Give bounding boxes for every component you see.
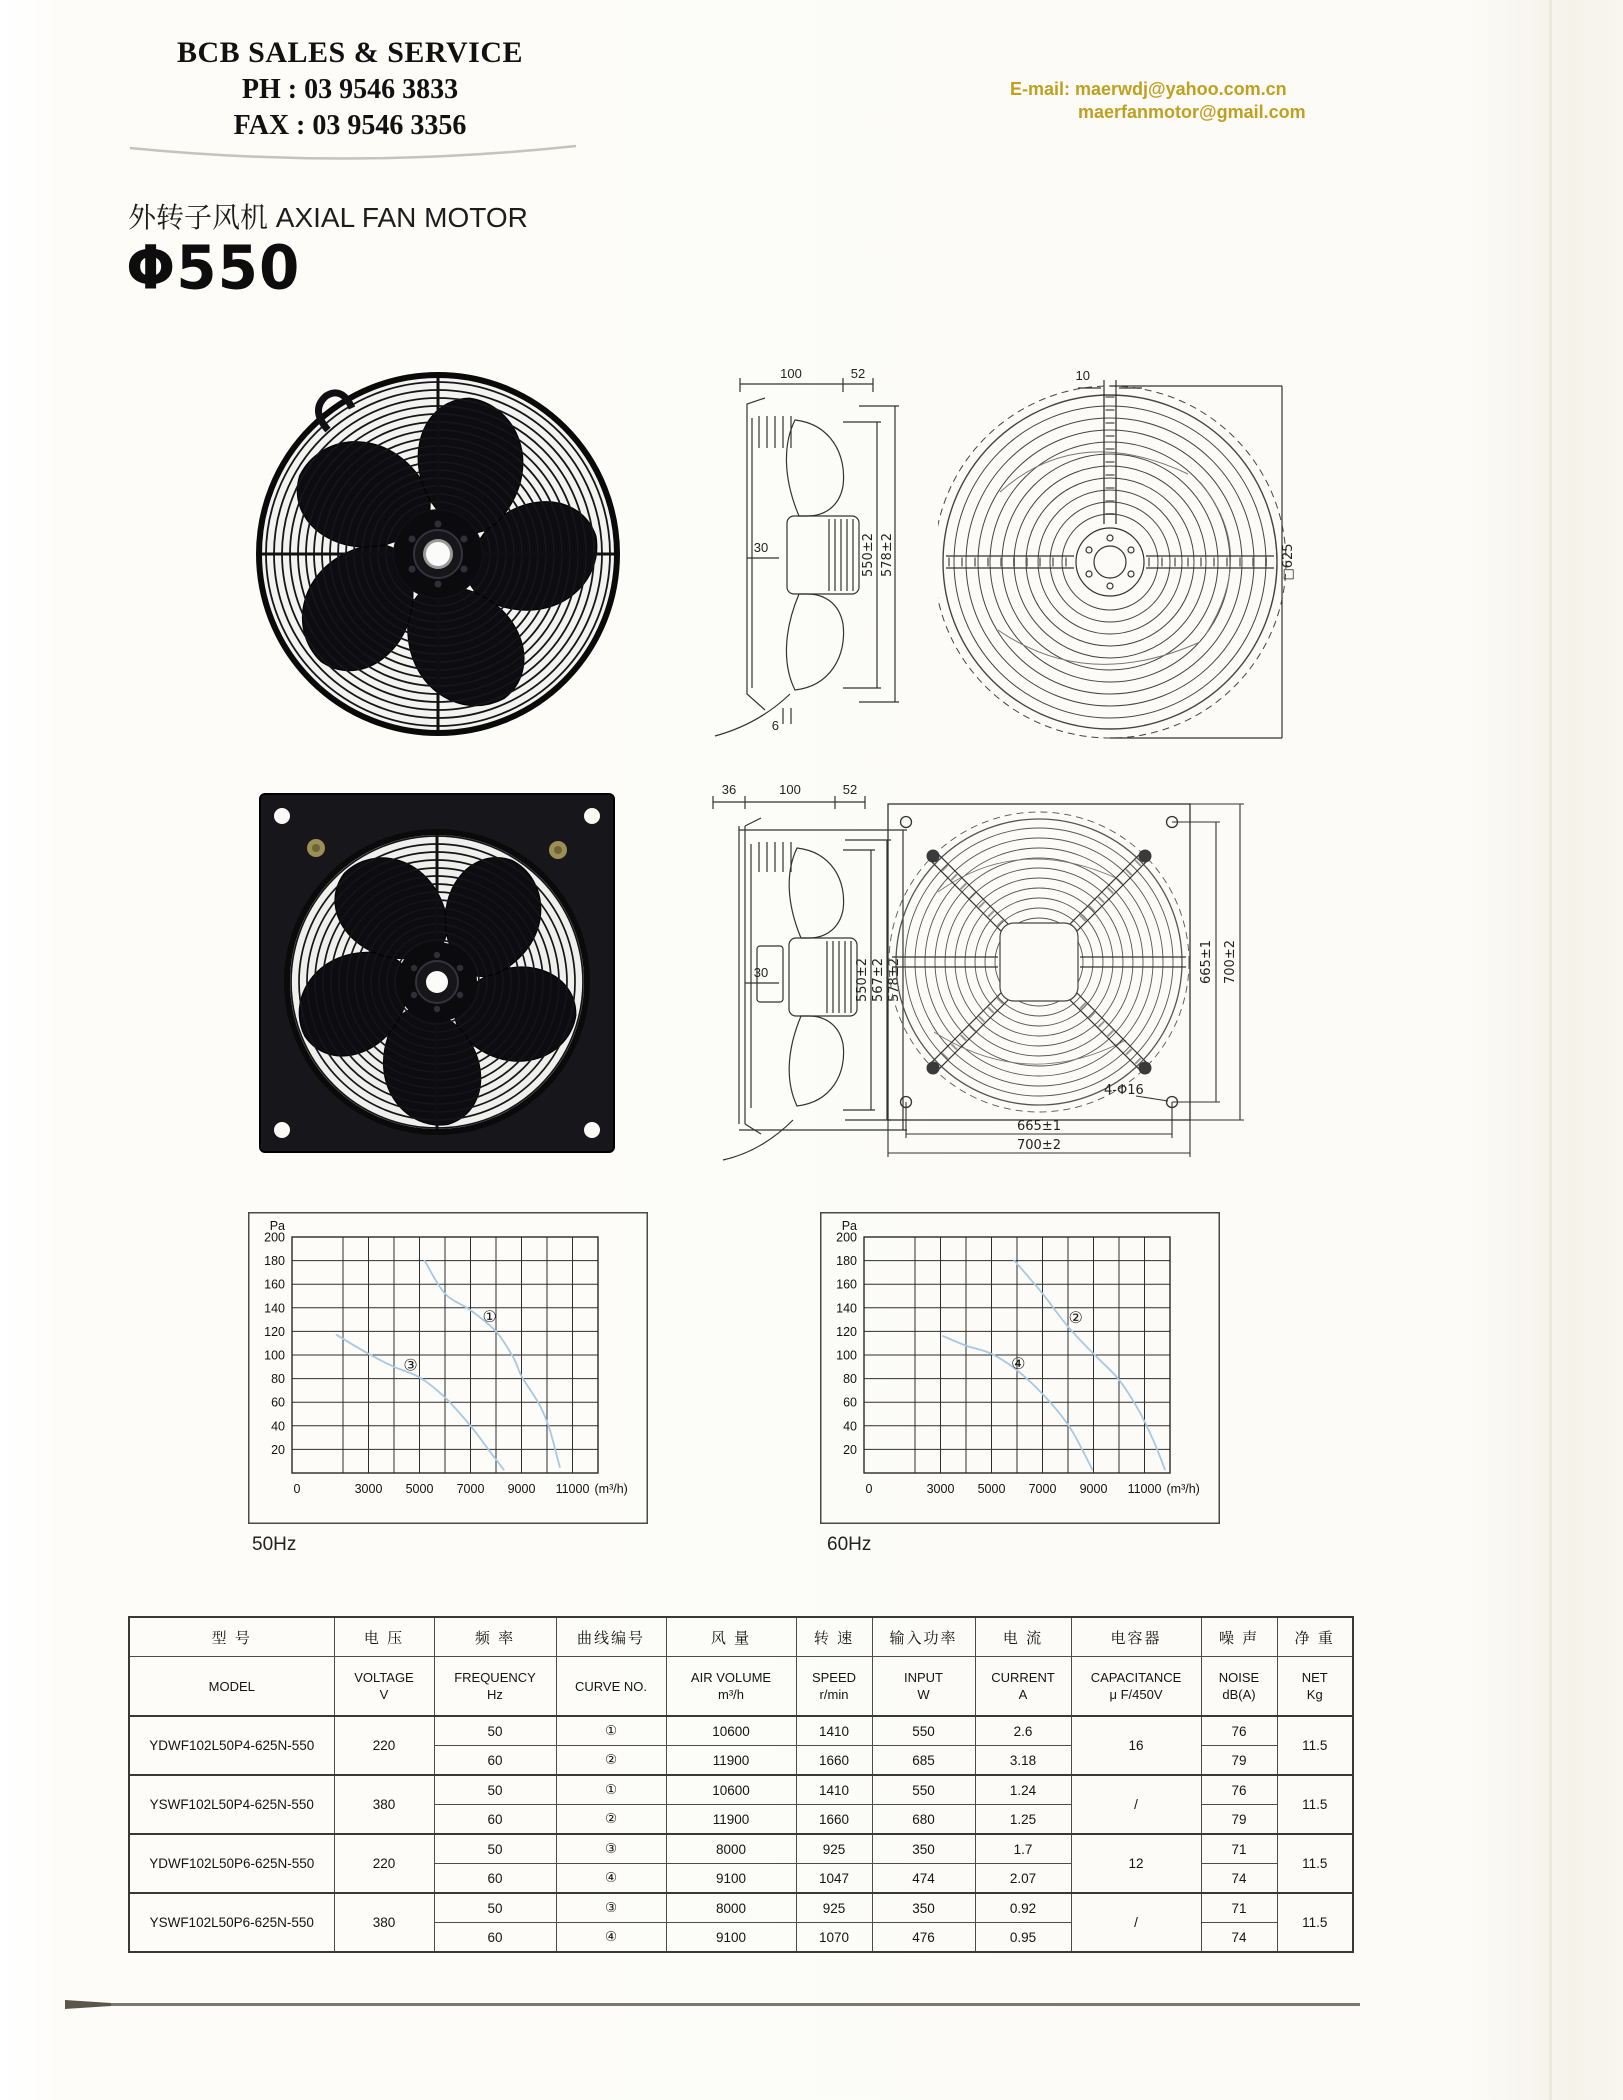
svg-text:Pa: Pa bbox=[841, 1219, 857, 1233]
svg-text:140: 140 bbox=[836, 1301, 857, 1316]
col-header-en: NOISE dB(A) bbox=[1201, 1657, 1277, 1717]
svg-text:100: 100 bbox=[264, 1348, 285, 1363]
svg-text:20: 20 bbox=[271, 1442, 285, 1457]
svg-text:11000: 11000 bbox=[555, 1482, 590, 1496]
table-cell: 685 bbox=[872, 1746, 975, 1776]
email-line-2: maerfanmotor@gmail.com bbox=[1078, 102, 1306, 122]
table-cell: 380 bbox=[334, 1775, 434, 1834]
page-bottom-rule bbox=[65, 2003, 1360, 2006]
table-cell: 74 bbox=[1201, 1864, 1277, 1894]
col-header-en: NET Kg bbox=[1277, 1657, 1353, 1717]
drawing-front-view-plate bbox=[868, 782, 1308, 1172]
table-cell: 1410 bbox=[796, 1775, 872, 1805]
svg-text:40: 40 bbox=[271, 1419, 285, 1434]
svg-text:(m³/h): (m³/h) bbox=[1166, 1482, 1200, 1496]
table-cell: 550 bbox=[872, 1775, 975, 1805]
table-cell: 11.5 bbox=[1277, 1834, 1353, 1893]
svg-text:0: 0 bbox=[293, 1482, 301, 1496]
table-cell: 350 bbox=[872, 1893, 975, 1923]
col-header-en: AIR VOLUME m³/h bbox=[666, 1657, 796, 1717]
table-cell: 50 bbox=[434, 1834, 556, 1864]
table-cell: YSWF102L50P6-625N-550 bbox=[129, 1893, 334, 1952]
table-cell: 1410 bbox=[796, 1716, 872, 1746]
svg-text:200: 200 bbox=[836, 1230, 857, 1245]
table-cell: 0.95 bbox=[975, 1923, 1071, 1953]
table-cell: 76 bbox=[1201, 1775, 1277, 1805]
col-header-en: FREQUENCY Hz bbox=[434, 1657, 556, 1717]
col-header-en: VOLTAGE V bbox=[334, 1657, 434, 1717]
table-cell: 1070 bbox=[796, 1923, 872, 1953]
svg-text:9000: 9000 bbox=[1079, 1482, 1108, 1496]
col-header-en: CAPACITANCE μ F/450V bbox=[1071, 1657, 1201, 1717]
svg-text:②: ② bbox=[1068, 1310, 1083, 1328]
table-cell: 50 bbox=[434, 1716, 556, 1746]
col-header-en: SPEED r/min bbox=[796, 1657, 872, 1717]
table-cell: 1.25 bbox=[975, 1805, 1071, 1835]
table-cell: 10600 bbox=[666, 1775, 796, 1805]
svg-text:80: 80 bbox=[843, 1372, 857, 1387]
table-cell: 60 bbox=[434, 1864, 556, 1894]
table-cell: 8000 bbox=[666, 1834, 796, 1864]
table-cell: ④ bbox=[556, 1923, 666, 1953]
dim-label: 30 bbox=[753, 965, 769, 980]
product-title-en: AXIAL FAN MOTOR bbox=[275, 202, 528, 233]
svg-text:11000: 11000 bbox=[1127, 1482, 1162, 1496]
table-row bbox=[129, 1775, 1353, 1805]
svg-text:40: 40 bbox=[843, 1419, 857, 1434]
table-cell: 71 bbox=[1201, 1893, 1277, 1923]
table-cell: 8000 bbox=[666, 1893, 796, 1923]
chart-frequency-label-50hz: 50Hz bbox=[252, 1534, 297, 1555]
svg-text:160: 160 bbox=[264, 1277, 285, 1292]
dim-label: 550±2 bbox=[855, 958, 870, 1002]
table-cell: 1660 bbox=[796, 1805, 872, 1835]
col-header-cn: 电 压 bbox=[334, 1617, 434, 1657]
table-cell: / bbox=[1071, 1893, 1201, 1952]
table-cell: 60 bbox=[434, 1805, 556, 1835]
table-cell: ③ bbox=[556, 1834, 666, 1864]
svg-text:120: 120 bbox=[836, 1324, 857, 1339]
dim-label: □625 bbox=[1281, 543, 1296, 581]
col-header-cn: 曲线编号 bbox=[556, 1617, 666, 1657]
email-block bbox=[1010, 78, 1306, 124]
table-cell: 380 bbox=[334, 1893, 434, 1952]
table-cell: 11900 bbox=[666, 1746, 796, 1776]
table-cell: / bbox=[1071, 1775, 1201, 1834]
svg-text:④: ④ bbox=[1011, 1356, 1026, 1374]
table-cell: 220 bbox=[334, 1834, 434, 1893]
dim-label: 567±2 bbox=[871, 958, 886, 1002]
dim-label: 10 bbox=[1075, 368, 1090, 383]
dim-label: 100 bbox=[779, 782, 801, 797]
company-phone: PH : 03 9546 3833 bbox=[241, 74, 459, 105]
svg-text:140: 140 bbox=[264, 1301, 285, 1316]
table-cell: ① bbox=[556, 1775, 666, 1805]
table-row bbox=[129, 1834, 1353, 1864]
col-header-cn: 频 率 bbox=[434, 1617, 556, 1657]
table-cell: 79 bbox=[1201, 1746, 1277, 1776]
table-cell: 1660 bbox=[796, 1746, 872, 1776]
col-header-cn: 电容器 bbox=[1071, 1617, 1201, 1657]
dim-label: 6 bbox=[771, 718, 779, 733]
table-cell: 2.6 bbox=[975, 1716, 1071, 1746]
svg-text:120: 120 bbox=[264, 1324, 285, 1339]
col-header-en: CURRENT A bbox=[975, 1657, 1071, 1717]
dim-label: 550±2 bbox=[861, 533, 876, 577]
dim-label: 36 bbox=[721, 782, 737, 797]
dim-label: 578±2 bbox=[880, 533, 895, 577]
svg-text:(m³/h): (m³/h) bbox=[594, 1482, 628, 1496]
table-cell: ④ bbox=[556, 1864, 666, 1894]
dim-label: 665±1 bbox=[1199, 940, 1214, 984]
table-cell: 11900 bbox=[666, 1805, 796, 1835]
svg-text:100: 100 bbox=[836, 1348, 857, 1363]
table-cell: 925 bbox=[796, 1834, 872, 1864]
company-header bbox=[150, 36, 550, 142]
table-cell: 680 bbox=[872, 1805, 975, 1835]
table-cell: 60 bbox=[434, 1923, 556, 1953]
table-cell: 2.07 bbox=[975, 1864, 1071, 1894]
dim-label: 30 bbox=[753, 540, 769, 555]
table-cell: ② bbox=[556, 1746, 666, 1776]
table-cell: 925 bbox=[796, 1893, 872, 1923]
table-cell: YSWF102L50P4-625N-550 bbox=[129, 1775, 334, 1834]
table-cell: 9100 bbox=[666, 1923, 796, 1953]
table-cell: 50 bbox=[434, 1893, 556, 1923]
svg-text:3000: 3000 bbox=[354, 1482, 383, 1496]
table-cell: 550 bbox=[872, 1716, 975, 1746]
svg-text:③: ③ bbox=[403, 1357, 418, 1375]
drawing-front-view-round bbox=[938, 362, 1298, 747]
company-fax: FAX : 03 9546 3356 bbox=[233, 110, 467, 141]
svg-text:80: 80 bbox=[271, 1372, 285, 1387]
table-cell: 1.24 bbox=[975, 1775, 1071, 1805]
col-header-cn: 型 号 bbox=[129, 1617, 334, 1657]
dim-label: 578±2 bbox=[887, 958, 902, 1002]
table-cell: 50 bbox=[434, 1775, 556, 1805]
product-title-cn: 外转子风机 bbox=[128, 202, 269, 233]
dim-label: 52 bbox=[850, 366, 866, 381]
col-header-cn: 噪 声 bbox=[1201, 1617, 1277, 1657]
col-header-cn: 风 量 bbox=[666, 1617, 796, 1657]
dim-label: 700±2 bbox=[1223, 940, 1238, 984]
dim-label: 100 bbox=[780, 366, 802, 381]
page-bottom-rule-end bbox=[65, 2000, 111, 2009]
svg-text:180: 180 bbox=[264, 1254, 285, 1269]
dim-label: 4-Φ16 bbox=[1104, 1083, 1144, 1098]
col-header-en: MODEL bbox=[129, 1657, 334, 1717]
product-model: Φ550 bbox=[126, 232, 301, 304]
table-cell: YDWF102L50P6-625N-550 bbox=[129, 1834, 334, 1893]
chart-50hz bbox=[248, 1212, 648, 1524]
table-cell: 220 bbox=[334, 1716, 434, 1775]
svg-text:7000: 7000 bbox=[1028, 1482, 1057, 1496]
table-row bbox=[129, 1716, 1353, 1746]
drawing-side-view-round bbox=[695, 358, 910, 738]
table-cell: 16 bbox=[1071, 1716, 1201, 1775]
round-fan-photo bbox=[250, 368, 626, 742]
svg-text:200: 200 bbox=[264, 1230, 285, 1245]
svg-text:3000: 3000 bbox=[926, 1482, 955, 1496]
dim-label: 665±1 bbox=[1017, 1119, 1061, 1134]
table-cell: YDWF102L50P4-625N-550 bbox=[129, 1716, 334, 1775]
table-cell: 11.5 bbox=[1277, 1716, 1353, 1775]
table-cell: 476 bbox=[872, 1923, 975, 1953]
table-cell: 76 bbox=[1201, 1716, 1277, 1746]
table-cell: 474 bbox=[872, 1864, 975, 1894]
spec-table-head bbox=[129, 1617, 1353, 1716]
dim-label: 700±2 bbox=[1017, 1138, 1061, 1153]
table-cell: 9100 bbox=[666, 1864, 796, 1894]
header-underline-curve bbox=[128, 142, 578, 168]
col-header-cn: 净 重 bbox=[1277, 1617, 1353, 1657]
table-cell: 12 bbox=[1071, 1834, 1201, 1893]
svg-text:5000: 5000 bbox=[405, 1482, 434, 1496]
table-cell: 11.5 bbox=[1277, 1893, 1353, 1952]
email-line-1: E-mail: maerwdj@yahoo.com.cn bbox=[1010, 79, 1287, 99]
svg-text:5000: 5000 bbox=[977, 1482, 1006, 1496]
chart-60hz bbox=[820, 1212, 1220, 1524]
table-cell: ② bbox=[556, 1805, 666, 1835]
table-cell: 1047 bbox=[796, 1864, 872, 1894]
chart-frequency-label-60hz: 60Hz bbox=[827, 1534, 872, 1555]
table-cell: 60 bbox=[434, 1746, 556, 1776]
table-cell: 71 bbox=[1201, 1834, 1277, 1864]
scan-edge-streak bbox=[1549, 0, 1552, 2100]
table-cell: 0.92 bbox=[975, 1893, 1071, 1923]
table-cell: ① bbox=[556, 1716, 666, 1746]
spec-table-body bbox=[129, 1716, 1353, 1952]
svg-text:180: 180 bbox=[836, 1254, 857, 1269]
table-cell: 79 bbox=[1201, 1805, 1277, 1835]
dim-label: 52 bbox=[842, 782, 858, 797]
svg-text:7000: 7000 bbox=[456, 1482, 485, 1496]
spec-table bbox=[128, 1616, 1354, 1953]
table-cell: 350 bbox=[872, 1834, 975, 1864]
company-name: BCB SALES & SERVICE bbox=[176, 36, 524, 69]
col-header-cn: 转 速 bbox=[796, 1617, 872, 1657]
table-cell: 74 bbox=[1201, 1923, 1277, 1953]
svg-text:9000: 9000 bbox=[507, 1482, 536, 1496]
table-row bbox=[129, 1893, 1353, 1923]
col-header-en: CURVE NO. bbox=[556, 1657, 666, 1717]
svg-text:60: 60 bbox=[843, 1395, 857, 1410]
table-cell: ③ bbox=[556, 1893, 666, 1923]
svg-text:Pa: Pa bbox=[269, 1219, 285, 1233]
square-fan-photo bbox=[258, 792, 616, 1154]
svg-text:60: 60 bbox=[271, 1395, 285, 1410]
svg-text:0: 0 bbox=[865, 1482, 873, 1496]
col-header-cn: 电 流 bbox=[975, 1617, 1071, 1657]
svg-text:①: ① bbox=[482, 1308, 497, 1326]
table-cell: 1.7 bbox=[975, 1834, 1071, 1864]
table-cell: 3.18 bbox=[975, 1746, 1071, 1776]
table-cell: 10600 bbox=[666, 1716, 796, 1746]
col-header-en: INPUT W bbox=[872, 1657, 975, 1717]
svg-text:20: 20 bbox=[843, 1442, 857, 1457]
col-header-cn: 输入功率 bbox=[872, 1617, 975, 1657]
product-title bbox=[128, 196, 528, 236]
svg-text:160: 160 bbox=[836, 1277, 857, 1292]
table-cell: 11.5 bbox=[1277, 1775, 1353, 1834]
